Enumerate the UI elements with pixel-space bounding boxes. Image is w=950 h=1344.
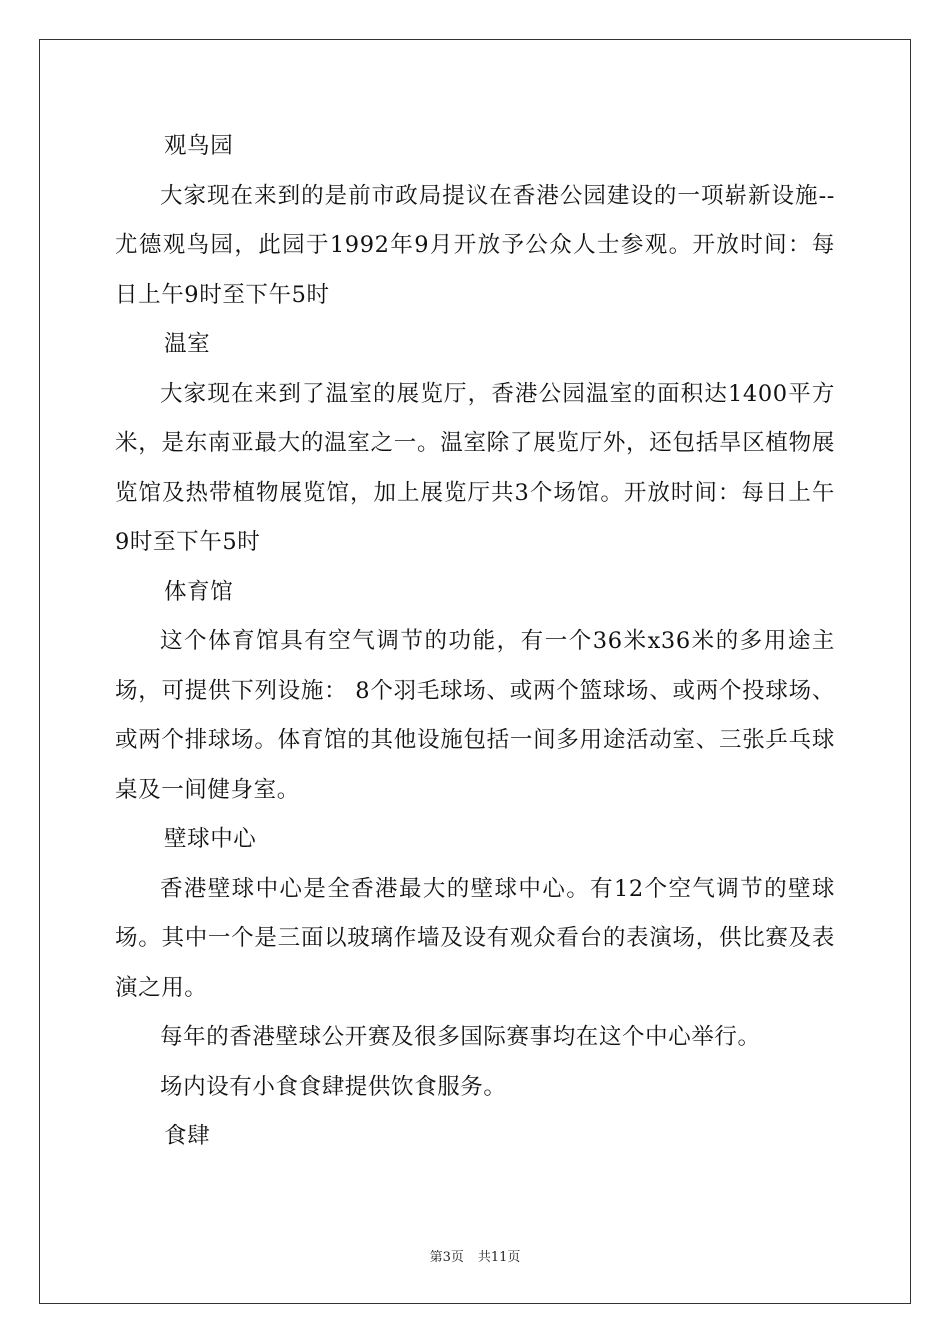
paragraph: 每年的香港壁球公开赛及很多国际赛事均在这个中心举行。 xyxy=(160,1024,761,1050)
page-footer xyxy=(0,1246,950,1265)
paragraph: 大家现在来到的是前市政局提议在香港公园建设的一项崭新设施--尤德观鸟园，此园于1992年9月开放予公众人士参观。开放时间：每日上午9时至下午5时 xyxy=(115,182,835,308)
paragraph: 场内设有小食食肆提供饮食服务。 xyxy=(160,1073,507,1100)
section-heading: 温室 xyxy=(164,331,211,357)
paragraph: 这个体育馆具有空气调节的功能，有一个36米x36米的多用途主场，可提供下列设施： 8个羽毛球场、或两个篮球场、或两个投球场、或两个排球场。体育馆的其他设施包括一间多用途活动室、三张乒乓球桌及一间健身室。 xyxy=(115,628,835,803)
section-heading: 食肆 xyxy=(164,1123,211,1149)
section-heading: 观鸟园 xyxy=(164,133,234,159)
paragraph: 香港壁球中心是全香港最大的壁球中心。有12个空气调节的壁球场。其中一个是三面以玻璃作墙及设有观众看台的表演场，供比赛及表演之用。 xyxy=(115,875,835,1001)
paragraph: 大家现在来到了温室的展览厅，香港公园温室的面积达1400平方米，是东南亚最大的温室之一。温室除了展览厅外，还包括旱区植物展览馆及热带植物展览馆，加上展览厅共3个场馆。开放时间：每日上午9时至下午5时 xyxy=(115,380,835,555)
section-heading: 体育馆 xyxy=(164,578,234,605)
section-heading: 壁球中心 xyxy=(164,826,257,852)
page-total: 共11页 xyxy=(477,1250,521,1265)
document-body xyxy=(115,122,835,1162)
page-number: 第3页 xyxy=(429,1250,464,1265)
